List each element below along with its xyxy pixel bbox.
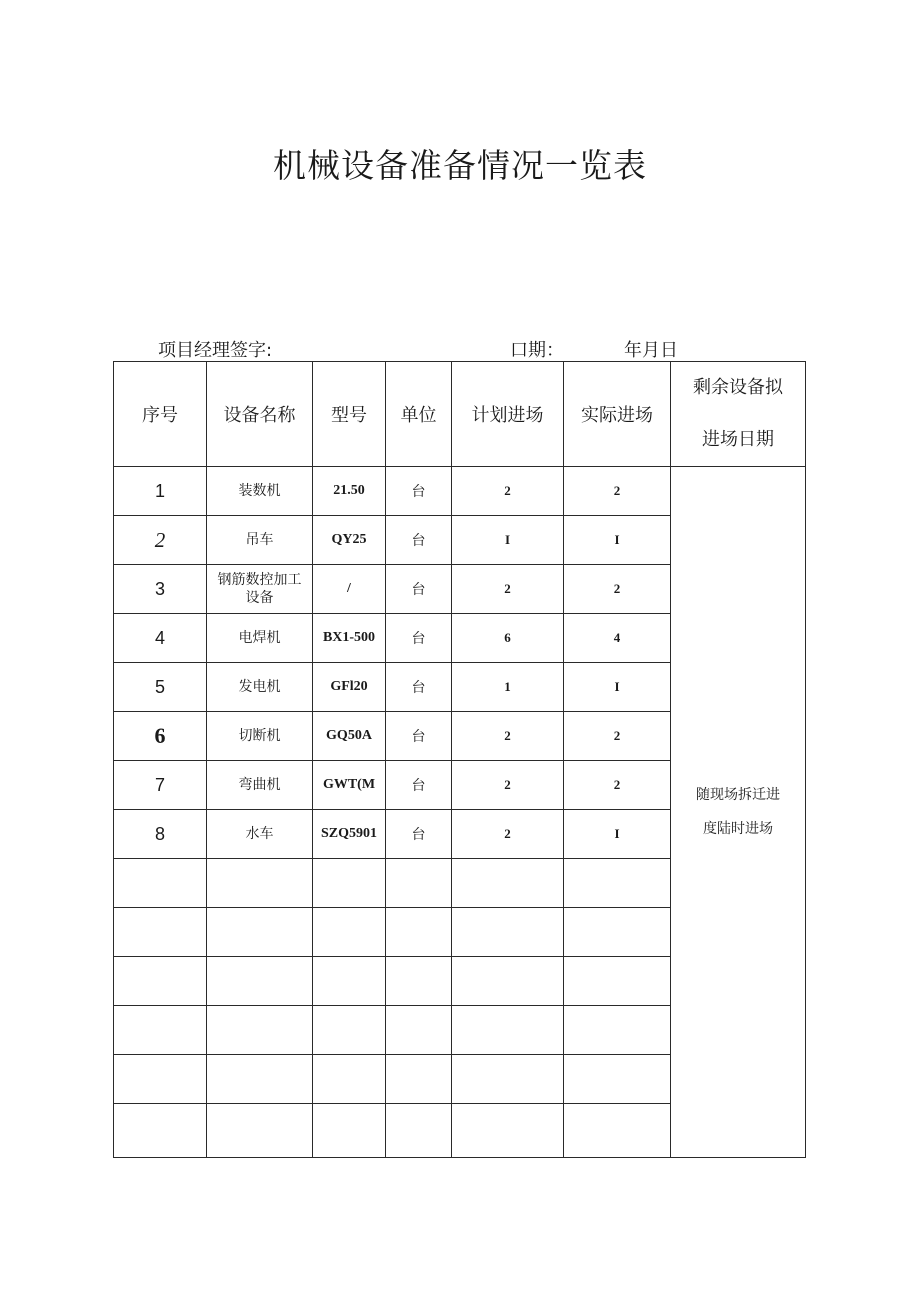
empty-cell <box>207 908 313 957</box>
cell-model: BX1-500 <box>313 614 386 663</box>
empty-cell <box>386 957 452 1006</box>
remaining-note-line1: 随现场拆迁进 <box>696 787 780 803</box>
cell-actual: I <box>564 810 671 859</box>
remaining-note-cell <box>671 467 806 1158</box>
cell-model: QY25 <box>313 516 386 565</box>
cell-name-line2: 设备 <box>245 590 274 606</box>
cell-model: / <box>313 565 386 614</box>
cell-unit: 台 <box>386 516 452 565</box>
empty-cell <box>564 908 671 957</box>
cell-planned: 2 <box>452 810 564 859</box>
cell-name: 水车 <box>207 810 313 859</box>
empty-cell <box>452 1055 564 1104</box>
empty-cell <box>564 1055 671 1104</box>
cell-model: SZQ5901 <box>313 810 386 859</box>
cell-actual: 4 <box>564 614 671 663</box>
cell-model: GWT(M <box>313 761 386 810</box>
empty-cell <box>207 957 313 1006</box>
cell-actual: 2 <box>564 565 671 614</box>
cell-name: 电焊机 <box>207 614 313 663</box>
cell-model: GFl20 <box>313 663 386 712</box>
cell-planned: 6 <box>452 614 564 663</box>
project-manager-signature-label: 项目经理签字: <box>158 340 273 361</box>
header-remaining-line2: 进场日期 <box>702 429 774 450</box>
cell-seq: 8 <box>114 810 207 859</box>
cell-unit: 台 <box>386 663 452 712</box>
cell-planned: 2 <box>452 565 564 614</box>
empty-cell <box>114 957 207 1006</box>
remaining-note-line2: 度陆时进场 <box>703 821 773 837</box>
empty-cell <box>114 1055 207 1104</box>
cell-unit: 台 <box>386 467 452 516</box>
empty-cell <box>313 859 386 908</box>
cell-name: 弯曲机 <box>207 761 313 810</box>
cell-planned: I <box>452 516 564 565</box>
cell-seq: 6 <box>114 712 207 761</box>
cell-name: 吊车 <box>207 516 313 565</box>
cell-actual: I <box>564 663 671 712</box>
cell-actual: 2 <box>564 761 671 810</box>
header-name: 设备名称 <box>207 362 313 467</box>
cell-unit: 台 <box>386 761 452 810</box>
empty-cell <box>207 1055 313 1104</box>
header-remaining-line1: 剩余设备拟 <box>693 377 783 398</box>
cell-model: GQ50A <box>313 712 386 761</box>
cell-unit: 台 <box>386 614 452 663</box>
date-ymd-label: 年月日 <box>624 340 678 361</box>
empty-cell <box>452 908 564 957</box>
empty-cell <box>114 859 207 908</box>
page-title: 机械设备准备情况一览表 <box>273 146 647 185</box>
cell-seq: 2 <box>114 516 207 565</box>
empty-cell <box>207 859 313 908</box>
cell-planned: 2 <box>452 712 564 761</box>
header-unit: 单位 <box>386 362 452 467</box>
table-header-row <box>114 362 806 467</box>
cell-name: 发电机 <box>207 663 313 712</box>
cell-seq: 3 <box>114 565 207 614</box>
cell-seq: 1 <box>114 467 207 516</box>
empty-cell <box>564 859 671 908</box>
empty-cell <box>564 1104 671 1158</box>
empty-cell <box>452 957 564 1006</box>
empty-cell <box>313 957 386 1006</box>
cell-name: 装数机 <box>207 467 313 516</box>
header-model: 型号 <box>313 362 386 467</box>
header-remaining <box>671 362 806 467</box>
empty-cell <box>313 908 386 957</box>
header-actual: 实际进场 <box>564 362 671 467</box>
table-row <box>114 467 806 516</box>
cell-seq: 7 <box>114 761 207 810</box>
empty-cell <box>564 957 671 1006</box>
empty-cell <box>207 1006 313 1055</box>
empty-cell <box>313 1104 386 1158</box>
empty-cell <box>313 1006 386 1055</box>
cell-planned: 1 <box>452 663 564 712</box>
cell-planned: 2 <box>452 467 564 516</box>
cell-unit: 台 <box>386 565 452 614</box>
empty-cell <box>207 1104 313 1158</box>
empty-cell <box>386 1006 452 1055</box>
empty-cell <box>452 1104 564 1158</box>
empty-cell <box>114 908 207 957</box>
cell-unit: 台 <box>386 810 452 859</box>
empty-cell <box>313 1055 386 1104</box>
empty-cell <box>564 1006 671 1055</box>
empty-cell <box>114 1006 207 1055</box>
cell-name-line1: 钢筋数控加工 <box>217 572 302 588</box>
empty-cell <box>386 908 452 957</box>
cell-name <box>207 565 313 614</box>
equipment-table <box>113 361 806 1158</box>
cell-seq: 5 <box>114 663 207 712</box>
cell-seq: 4 <box>114 614 207 663</box>
empty-cell <box>114 1104 207 1158</box>
cell-unit: 台 <box>386 712 452 761</box>
empty-cell <box>386 859 452 908</box>
empty-cell <box>386 1104 452 1158</box>
empty-cell <box>386 1055 452 1104</box>
cell-actual: 2 <box>564 467 671 516</box>
empty-cell <box>452 859 564 908</box>
date-label: 口期： <box>510 340 564 361</box>
cell-actual: I <box>564 516 671 565</box>
cell-actual: 2 <box>564 712 671 761</box>
cell-planned: 2 <box>452 761 564 810</box>
cell-model: 21.50 <box>313 467 386 516</box>
empty-cell <box>452 1006 564 1055</box>
cell-name: 切断机 <box>207 712 313 761</box>
header-planned: 计划进场 <box>452 362 564 467</box>
header-seq: 序号 <box>114 362 207 467</box>
